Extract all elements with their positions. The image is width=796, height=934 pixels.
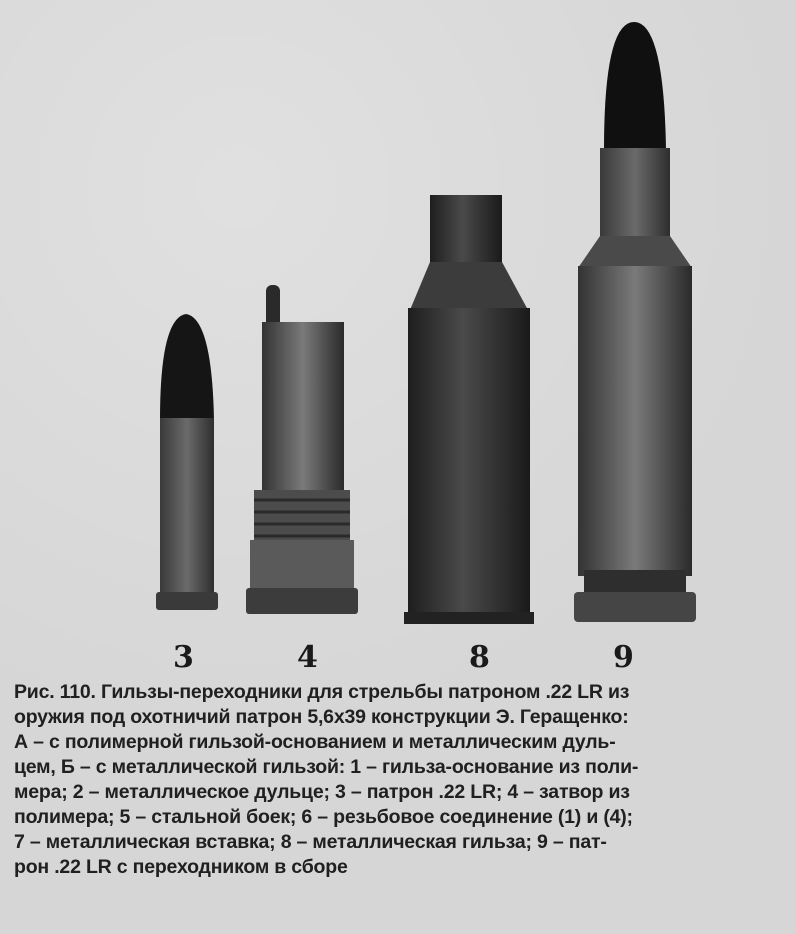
caption-line: рон .22 LR с переходником в сборе [14,856,348,878]
caption-line: полимера; 5 – стальной боек; 6 – резьбовое соединение (1) и (4); [14,806,633,828]
cartridge-4 [246,285,358,614]
caption-line: Рис. 110. Гильзы-переходники для стрельбы патроном .22 LR из [14,681,630,703]
cartridge-9 [574,22,696,622]
caption-line: А – с полимерной гильзой-основанием и металлическим дуль- [14,731,616,753]
caption-line: 7 – металлическая вставка; 8 – металлическая гильза; 9 – пат- [14,831,607,853]
caption-line: мера; 2 – металлическое дульце; 3 – патрон .22 LR; 4 – затвор из [14,781,630,803]
figure-caption [14,680,786,880]
label-9: 9 [613,640,634,675]
label-8: 8 [469,640,490,675]
caption-line: цем, Б – с металлической гильзой: 1 – гильза-основание из поли- [14,756,639,778]
caption-line: оружия под охотничий патрон 5,6х39 конструкции Э. Геращенко: [14,706,629,728]
label-4: 4 [297,640,318,675]
cartridge-3 [156,314,218,610]
label-3: 3 [173,640,194,675]
cartridge-8 [404,195,534,624]
